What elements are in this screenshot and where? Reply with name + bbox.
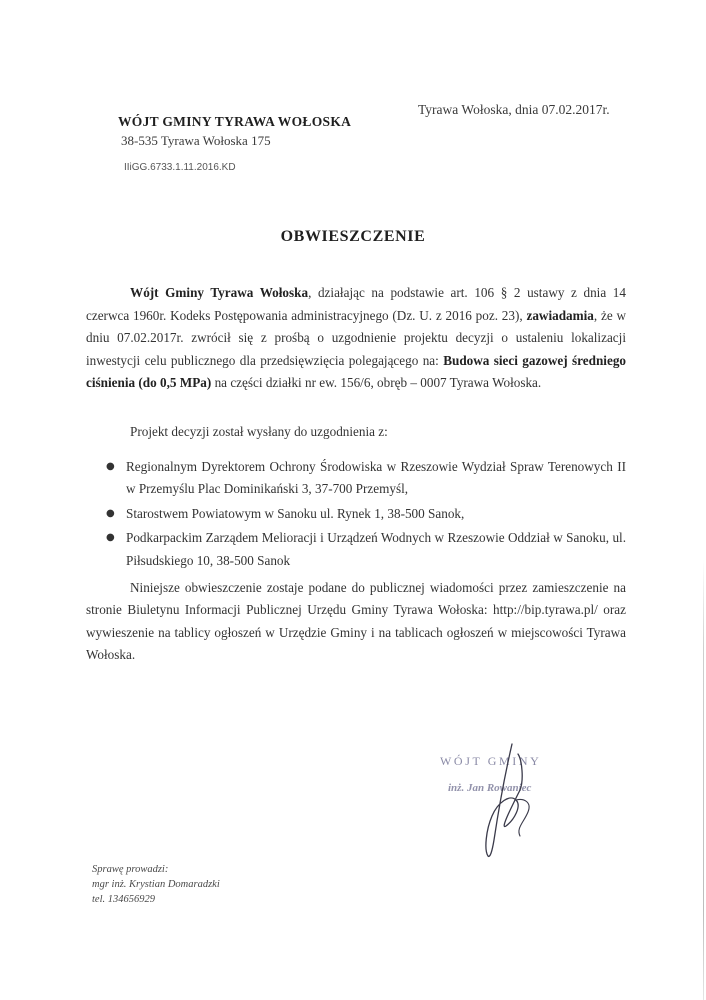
recipient-text: Podkarpackim Zarządem Melioracji i Urządzeń Wodnych w Rzeszowie Oddział w Sanoku, ul. Piłsudskiego 10, 38-500 Sanok — [126, 530, 626, 568]
stamp-signatory: inż. Jan Rowaniec — [448, 782, 532, 794]
recipients-list — [86, 456, 626, 573]
handwritten-signature — [420, 740, 610, 860]
document-title: OBWIESZCZENIE — [280, 228, 426, 245]
issuer-name: WÓJT GMINY TYRAWA WOŁOSKA — [118, 114, 352, 129]
paragraph-text-1: , działając na podstawie art. 106 § 2 ustawy z dnia 14 czerwca 1960r. Kodeks Postępowania administracyjnego (Dz. U. z 2016 poz. 23), — [86, 285, 626, 323]
footer-label: Sprawę prowadzi: — [92, 864, 169, 875]
stamp-title: WÓJT GMINY — [440, 754, 542, 768]
notification-verb: zawiadamia — [526, 307, 594, 323]
scan-edge-line — [703, 560, 704, 1000]
recipients-lead: Projekt decyzji został wysłany do uzgodnienia z: — [130, 423, 388, 439]
footer-name: mgr inż. Krystian Domaradzki — [92, 879, 220, 890]
signature-stamp — [420, 740, 610, 860]
issuer-block — [118, 112, 351, 150]
footer-phone: tel. 134656929 — [92, 894, 155, 905]
case-handler-footer — [92, 862, 220, 907]
paragraph-text-3: na części działki nr ew. 156/6, obręb – 0007 Tyrawa Wołoska. — [211, 375, 542, 391]
date-line: Tyrawa Wołoska, dnia 07.02.2017r. — [418, 102, 610, 117]
reference-number: IIiGG.6733.1.11.2016.KD — [124, 162, 236, 173]
list-item — [86, 527, 626, 572]
bullet-icon: ● — [106, 532, 115, 544]
list-item — [86, 503, 626, 526]
paragraph-text-2: , że w dniu 07.02.2017r. zwrócił się z prośbą o uzgodnienie projektu decyzji o ustaleniu lokalizacji inwestycji celu publicznego dla przedsięwzięcia polegającego na: — [86, 307, 626, 368]
document-body — [86, 282, 626, 667]
recipient-text: Starostwem Powiatowym w Sanoku ul. Rynek 1, 38-500 Sanok, — [126, 505, 465, 521]
project-name: Budowa sieci gazowej średniego ciśnienia (do 0,5 MPa) — [86, 352, 627, 391]
bullet-icon: ● — [106, 507, 115, 519]
list-item — [86, 456, 626, 501]
issuer-address: 38-535 Tyrawa Wołoska 175 — [121, 133, 271, 148]
closing-paragraph: Niniejsze obwieszczenie zostaje podane do publicznej wiadomości przez zamieszczenie na stronie Biuletynu Informacji Publicznej Urzędu Gminy Tyrawa Wołoska: http://bip.tyrawa.pl/ oraz wywieszenie na tablicy ogłoszeń w Urzędzie Gminy i na tablicach ogłoszeń w miejscowości Tyrawa Wołoska. — [86, 579, 626, 663]
recipient-text: Regionalnym Dyrektorem Ochrony Środowiska w Rzeszowie Wydział Spraw Terenowych II w Przemyślu Plac Dominikański 3, 37-700 Przemyśl, — [126, 458, 626, 497]
main-paragraph — [86, 282, 626, 395]
subject-name: Wójt Gminy Tyrawa Wołoska — [130, 285, 309, 300]
bullet-icon: ● — [106, 460, 115, 472]
